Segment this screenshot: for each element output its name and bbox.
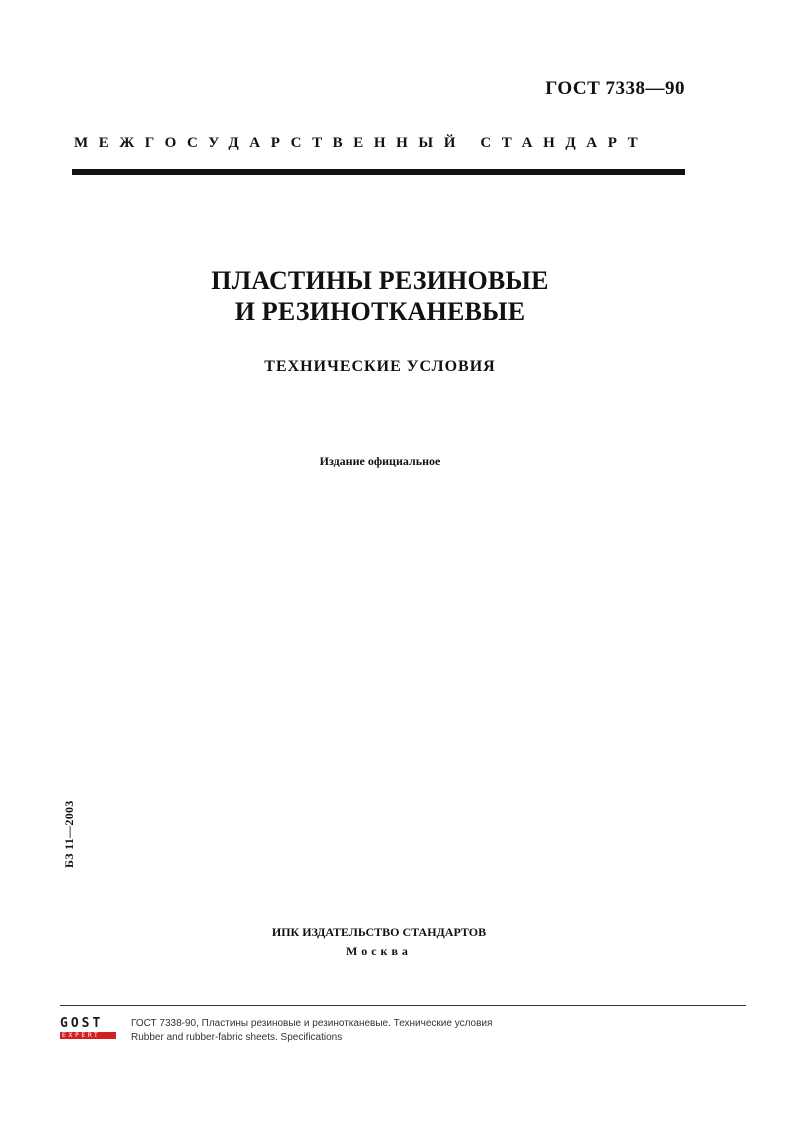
- document-title: [0, 265, 760, 327]
- header-divider: [72, 169, 685, 175]
- gost-expert-logo: [60, 1018, 116, 1040]
- logo-subtext: EXPERT: [60, 1032, 116, 1039]
- title-line-2: И РЕЗИНОТКАНЕВЫЕ: [234, 297, 526, 326]
- side-bulletin-code: БЗ 11—2003: [62, 800, 76, 868]
- footer-title-ru: ГОСТ 7338-90, Пластины резиновые и резинотканевые. Технические условия: [131, 1018, 493, 1029]
- document-subtitle: ТЕХНИЧЕСКИЕ УСЛОВИЯ: [264, 358, 496, 375]
- publisher-city: Москва: [346, 944, 412, 958]
- standard-type-heading: МЕЖГОСУДАРСТВЕННЫЙ СТАНДАРТ: [74, 135, 649, 151]
- title-line-1: ПЛАСТИНЫ РЕЗИНОВЫЕ: [211, 266, 549, 295]
- publisher-name: ИПК ИЗДАТЕЛЬСТВО СТАНДАРТОВ: [271, 925, 487, 939]
- footer-title-en: Rubber and rubber-fabric sheets. Specifications: [131, 1032, 343, 1043]
- logo-word: GOST: [60, 1016, 104, 1031]
- edition-note: Издание официальное: [319, 454, 441, 468]
- standard-code: ГОСТ 7338—90: [545, 78, 685, 99]
- footer-divider: [60, 1005, 746, 1006]
